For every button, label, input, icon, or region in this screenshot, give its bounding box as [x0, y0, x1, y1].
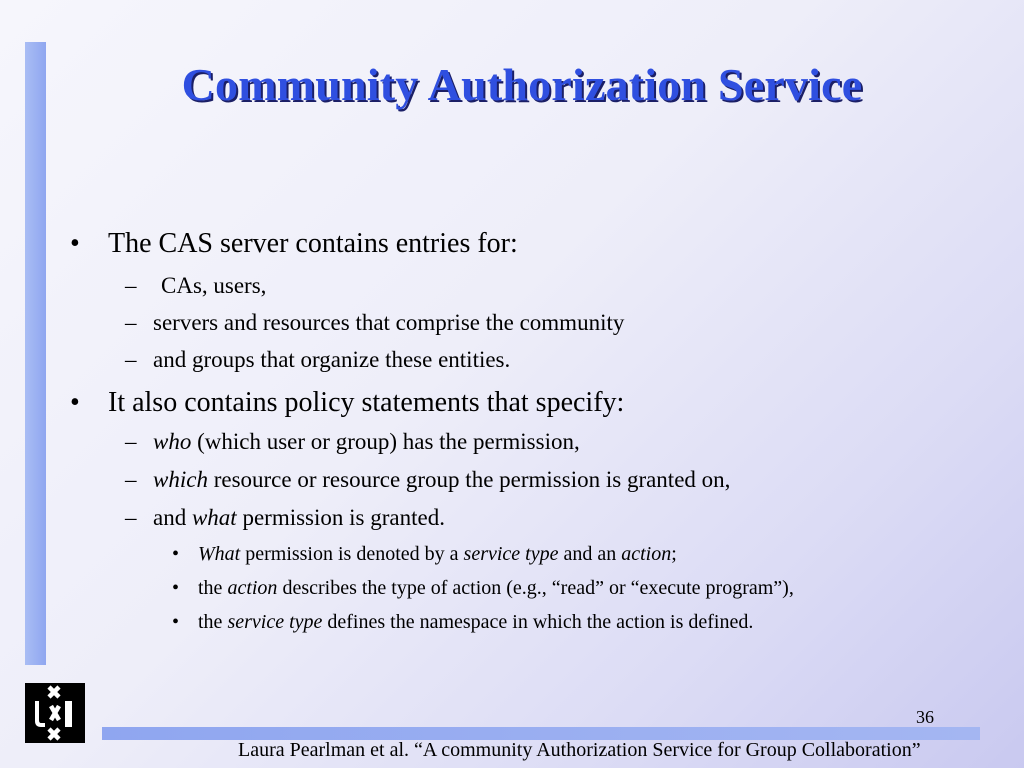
dash-marker: –: [125, 505, 137, 530]
plain-text: and an: [558, 543, 622, 565]
plain-text: permission is denoted by a: [240, 543, 464, 565]
sub-sub-bullet-item: [172, 577, 794, 600]
emphasis-text: action: [621, 543, 672, 565]
logo-graphic: [25, 683, 85, 743]
uva-logo-icon: [25, 683, 85, 743]
plain-text: the: [198, 611, 228, 633]
sub-sub-bullet-text: [198, 543, 677, 566]
bullet-item: [70, 387, 625, 419]
sub-sub-bullet-item: [172, 543, 677, 566]
slide-title: Community Authorization Service: [181, 59, 863, 110]
sub-bullet-item: [125, 467, 731, 493]
sub-bullet-text: servers and resources that comprise the community: [153, 310, 625, 335]
citation-footer: Laura Pearlman et al. “A community Authorization Service for Group Collaboration”: [238, 739, 921, 761]
emphasis-text: who: [153, 429, 192, 454]
bullet-text: The CAS server contains entries for:: [108, 228, 518, 259]
sub-sub-bullet-text: [198, 577, 794, 600]
sub-bullet-item: [125, 429, 580, 455]
sub-bullet-item: [125, 310, 625, 336]
plain-text: (which user or group) has the permission,: [191, 429, 580, 454]
sub-bullet-text: [153, 429, 580, 455]
sub-bullet-item: [125, 347, 511, 373]
dash-marker: –: [125, 429, 137, 454]
plain-text: permission is granted.: [236, 505, 445, 530]
bullet-text: It also contains policy statements that specify:: [108, 387, 625, 418]
sub-sub-bullet-item: [172, 611, 754, 634]
plain-text: defines the namespace in which the action is defined.: [322, 611, 754, 633]
dash-marker: –: [125, 273, 137, 298]
emphasis-text: service type: [227, 611, 323, 633]
bullet-marker: •: [172, 543, 180, 565]
plain-text: the: [198, 577, 228, 599]
plain-text: ;: [671, 543, 677, 565]
dash-marker: –: [125, 310, 137, 335]
dash-marker: –: [125, 467, 137, 492]
plain-text: describes the type of action (e.g., “read” or “execute program”),: [277, 577, 794, 599]
bullet-marker: •: [70, 228, 80, 259]
emphasis-text: what: [191, 505, 237, 530]
emphasis-text: action: [227, 577, 278, 599]
sub-bullet-text: [153, 505, 445, 531]
bullet-marker: •: [70, 387, 80, 418]
bullet-marker: •: [172, 611, 180, 633]
emphasis-text: What: [198, 543, 241, 565]
dash-marker: –: [125, 347, 137, 372]
bullet-marker: •: [172, 577, 180, 599]
plain-text: resource or resource group the permission is granted on,: [207, 467, 731, 492]
bullet-item: [70, 228, 518, 260]
sub-bullet-item: [125, 505, 445, 531]
emphasis-text: service type: [463, 543, 559, 565]
sub-bullet-text: and groups that organize these entities.: [153, 347, 511, 372]
sub-bullet-item: [125, 273, 267, 299]
emphasis-text: which: [153, 467, 208, 492]
page-number: 36: [916, 707, 934, 727]
sub-bullet-text: CAs, users,: [161, 273, 267, 298]
sub-bullet-text: [153, 467, 730, 493]
sub-sub-bullet-text: [198, 611, 753, 634]
plain-text: and: [153, 505, 192, 530]
